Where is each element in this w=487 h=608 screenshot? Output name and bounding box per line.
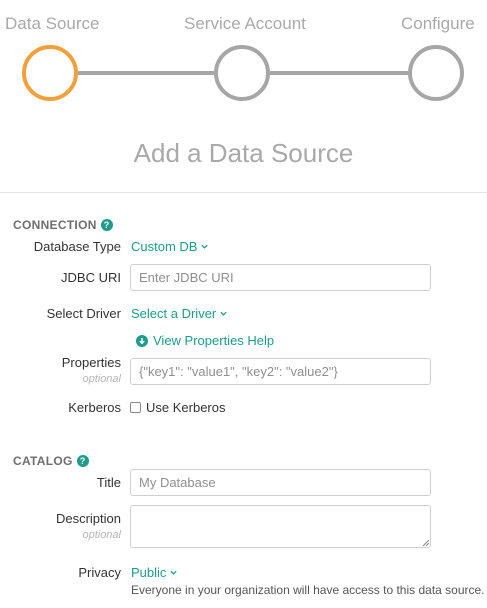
chevron-down-icon <box>169 568 178 577</box>
select-driver-label: Select Driver <box>46 306 121 321</box>
properties-optional-label: optional <box>82 373 121 385</box>
step-circle-configure[interactable] <box>408 45 464 101</box>
chevron-down-icon <box>200 242 209 251</box>
description-optional-label: optional <box>82 529 121 541</box>
select-driver-dropdown[interactable] <box>131 306 228 321</box>
title-label: Title <box>96 475 121 490</box>
connection-section-heading <box>13 218 113 232</box>
question-circle-icon[interactable]: ? <box>77 455 89 467</box>
jdbc-uri-input[interactable] <box>130 264 431 291</box>
page-title: Add a Data Source <box>133 138 354 168</box>
step-connector-1 <box>78 71 214 75</box>
database-type-value: Custom DB <box>131 239 198 254</box>
question-circle-icon[interactable]: ? <box>101 219 113 231</box>
database-type-dropdown[interactable] <box>131 239 209 254</box>
properties-input[interactable] <box>130 358 431 385</box>
properties-label: Properties <box>61 355 121 370</box>
view-properties-help-link[interactable] <box>136 333 274 348</box>
resize-grip-icon[interactable] <box>422 539 429 546</box>
database-type-label: Database Type <box>33 239 121 254</box>
title-input[interactable] <box>130 469 431 496</box>
arrow-circle-down-icon <box>136 335 148 347</box>
jdbc-uri-label: JDBC URI <box>61 270 121 285</box>
step-label-data-source: Data Source <box>5 14 100 33</box>
privacy-label: Privacy <box>78 565 121 580</box>
chevron-down-icon <box>219 309 228 318</box>
use-kerberos-label[interactable]: Use Kerberos <box>146 400 226 415</box>
select-driver-value: Select a Driver <box>131 306 217 321</box>
step-connector-2 <box>270 71 408 75</box>
step-circle-service-account[interactable] <box>214 45 270 101</box>
catalog-heading-text: CATALOG <box>13 454 73 468</box>
catalog-section-heading <box>13 454 89 468</box>
privacy-dropdown[interactable] <box>131 565 178 580</box>
privacy-note: Everyone in your organization will have access to this data source. <box>131 583 485 597</box>
view-properties-help-text: View Properties Help <box>153 333 275 348</box>
header-divider <box>0 192 487 193</box>
description-label: Description <box>55 511 121 526</box>
description-textarea[interactable] <box>130 505 431 548</box>
step-label-configure: Configure <box>401 14 475 33</box>
step-label-service-account: Service Account <box>184 14 306 33</box>
connection-heading-text: CONNECTION <box>13 218 97 232</box>
step-circle-data-source[interactable] <box>22 45 78 101</box>
privacy-value: Public <box>131 565 167 580</box>
use-kerberos-checkbox[interactable] <box>130 402 141 413</box>
kerberos-label: Kerberos <box>68 400 121 415</box>
